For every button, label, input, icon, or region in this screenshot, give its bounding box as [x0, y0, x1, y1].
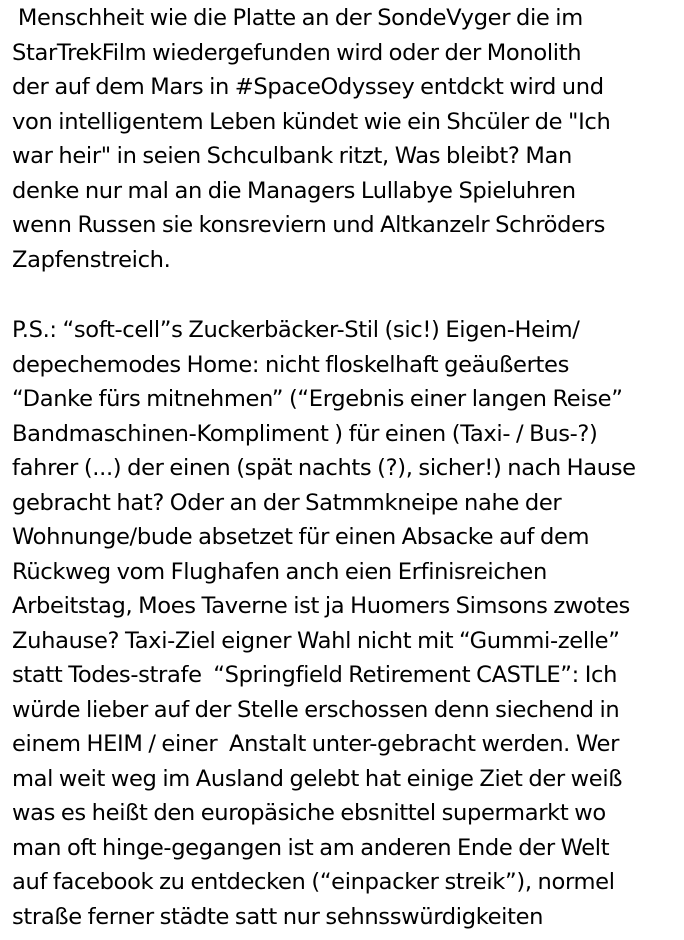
- text-line: depechemodes Home: nicht floskelhaft geäußertes: [12, 351, 570, 378]
- text-line: straße ferner städte satt nur sehnsswürdigkeiten: [12, 903, 544, 930]
- text-line: einem HEIM / einer Anstalt unter-gebracht werden. Wer: [12, 731, 620, 757]
- text-line: Menschheit wie die Platte an der SondeVyger die im: [12, 5, 583, 31]
- text-line: StarTrekFilm wiedergefunden wird oder der Monolith: [12, 39, 582, 66]
- paragraph-1: [12, 1, 680, 277]
- text-line: “Danke fürs mitnehmen” (“Ergebnis einer langen Reise”: [12, 386, 623, 412]
- text-line: fahrer (...) der einen (spät nachts (?), sicher!) nach Hause: [12, 455, 636, 481]
- text-line: was es heißt den europäsiche ebsnittel supermarkt wo: [12, 800, 606, 826]
- text-line: denke nur mal an die Managers Lullabye Spieluhren: [12, 177, 576, 204]
- text-line: auf facebook zu entdecken (“einpacker streik”), normel: [12, 869, 615, 895]
- text-line: statt Todes-strafe “Springfield Retirement CASTLE”: Ich: [12, 662, 618, 688]
- text-line: Rückweg vom Flughafen anch eien Erfinisreichen: [12, 558, 547, 585]
- text-line: Wohnunge/bude absetzet für einen Absacke auf dem: [12, 524, 590, 550]
- text-line: gebracht hat? Oder an der Satmmkneipe nahe der: [12, 489, 562, 516]
- text-line: Zuhause? Taxi-Ziel eigner Wahl nicht mit “Gummi-zelle”: [12, 627, 620, 654]
- text-line: von intelligentem Leben kündet wie ein Shcüler de "Ich: [12, 108, 611, 135]
- text-line: wenn Russen sie konsreviern und Altkanzelr Schröders: [12, 212, 606, 238]
- text-line: P.S.: “soft-cell”s Zuckerbäcker-Stil (sic!) Eigen-Heim/: [12, 317, 580, 343]
- text-line: Bandmaschinen-Kompliment ) für einen (Taxi- / Bus-?): [12, 420, 598, 447]
- text-line: der auf dem Mars in #SpaceOdyssey entdckt wird und: [12, 74, 604, 100]
- text-line: würde lieber auf der Stelle erschossen denn siechend in: [12, 696, 620, 723]
- text-line: Arbeitstag, Moes Taverne ist ja Huomers Simsons zwotes: [12, 593, 630, 619]
- text-line: mal weit weg im Ausland gelebt hat einige Ziet der weiß: [12, 765, 623, 792]
- text-line: man oft hinge-gegangen ist am anderen Ende der Welt: [12, 834, 610, 861]
- paragraph-2: [12, 313, 680, 934]
- text-line: war heir" in seien Schculbank ritzt, Was bleibt? Man: [12, 143, 572, 169]
- text-line: Zapfenstreich.: [12, 246, 171, 273]
